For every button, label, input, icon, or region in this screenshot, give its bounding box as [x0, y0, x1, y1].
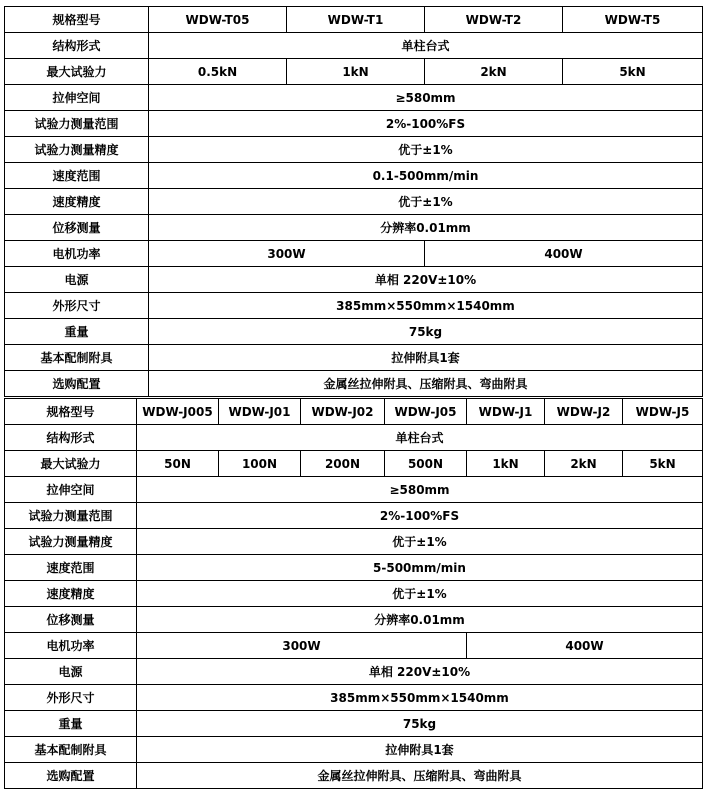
power-value: 单相 220V±10% — [137, 659, 703, 685]
row-label-power: 电源 — [5, 267, 149, 293]
row-label-weight: 重量 — [5, 319, 149, 345]
row-label-structure: 结构形式 — [5, 33, 149, 59]
structure-value: 单柱台式 — [149, 33, 703, 59]
row-label-max-force: 最大试验力 — [5, 59, 149, 85]
table-row — [5, 425, 703, 451]
max-force-cell: 1kN — [287, 59, 425, 85]
row-label-optional: 选购配置 — [5, 763, 137, 789]
model-cell: WDW-J02 — [301, 399, 385, 425]
stretch-value: ≥580mm — [137, 477, 703, 503]
table-row — [5, 345, 703, 371]
size-value: 385mm×550mm×1540mm — [149, 293, 703, 319]
std-accessories-value: 拉伸附具1套 — [149, 345, 703, 371]
speed-accuracy-value: 优于±1% — [137, 581, 703, 607]
max-force-cell: 100N — [219, 451, 301, 477]
model-cell: WDW-J2 — [545, 399, 623, 425]
displacement-value: 分辨率0.01mm — [149, 215, 703, 241]
range-value: 2%-100%FS — [149, 111, 703, 137]
table-row — [5, 215, 703, 241]
table-row — [5, 137, 703, 163]
table-row — [5, 399, 703, 425]
row-label-stretch: 拉伸空间 — [5, 85, 149, 111]
row-label-range: 试验力测量范围 — [5, 503, 137, 529]
std-accessories-value: 拉伸附具1套 — [137, 737, 703, 763]
row-label-displacement: 位移测量 — [5, 215, 149, 241]
max-force-cell: 5kN — [623, 451, 703, 477]
table-row — [5, 7, 703, 33]
table-row — [5, 451, 703, 477]
row-label-std-accessories: 基本配制附具 — [5, 345, 149, 371]
row-label-model: 规格型号 — [5, 7, 149, 33]
table-row — [5, 503, 703, 529]
table-row — [5, 685, 703, 711]
table-row — [5, 555, 703, 581]
table-row — [5, 163, 703, 189]
row-label-size: 外形尺寸 — [5, 685, 137, 711]
table-row — [5, 371, 703, 397]
size-value: 385mm×550mm×1540mm — [137, 685, 703, 711]
table-row — [5, 319, 703, 345]
table-row — [5, 33, 703, 59]
row-label-stretch: 拉伸空间 — [5, 477, 137, 503]
table-row — [5, 267, 703, 293]
table-row — [5, 581, 703, 607]
row-label-speed-accuracy: 速度精度 — [5, 581, 137, 607]
row-label-structure: 结构形式 — [5, 425, 137, 451]
weight-value: 75kg — [149, 319, 703, 345]
spec-table-t-series — [4, 6, 703, 397]
table-row — [5, 189, 703, 215]
max-force-cell: 200N — [301, 451, 385, 477]
table-row — [5, 659, 703, 685]
max-force-cell: 2kN — [425, 59, 563, 85]
speed-range-value: 0.1-500mm/min — [149, 163, 703, 189]
row-label-power: 电源 — [5, 659, 137, 685]
accuracy-value: 优于±1% — [149, 137, 703, 163]
max-force-cell: 5kN — [563, 59, 703, 85]
model-cell: WDW-J5 — [623, 399, 703, 425]
table-row — [5, 241, 703, 267]
model-cell: WDW-J005 — [137, 399, 219, 425]
row-label-motor: 电机功率 — [5, 633, 137, 659]
table-row — [5, 477, 703, 503]
row-label-size: 外形尺寸 — [5, 293, 149, 319]
row-label-accuracy: 试验力测量精度 — [5, 137, 149, 163]
row-label-speed-accuracy: 速度精度 — [5, 189, 149, 215]
power-value: 单相 220V±10% — [149, 267, 703, 293]
model-cell: WDW-T5 — [563, 7, 703, 33]
max-force-cell: 0.5kN — [149, 59, 287, 85]
row-label-weight: 重量 — [5, 711, 137, 737]
motor-cell: 400W — [467, 633, 703, 659]
model-cell: WDW-J01 — [219, 399, 301, 425]
row-label-accuracy: 试验力测量精度 — [5, 529, 137, 555]
optional-value: 金属丝拉伸附具、压缩附具、弯曲附具 — [149, 371, 703, 397]
model-cell: WDW-J1 — [467, 399, 545, 425]
max-force-cell: 2kN — [545, 451, 623, 477]
table-row — [5, 737, 703, 763]
row-label-displacement: 位移测量 — [5, 607, 137, 633]
row-label-motor: 电机功率 — [5, 241, 149, 267]
displacement-value: 分辨率0.01mm — [137, 607, 703, 633]
row-label-range: 试验力测量范围 — [5, 111, 149, 137]
model-cell: WDW-T2 — [425, 7, 563, 33]
optional-value: 金属丝拉伸附具、压缩附具、弯曲附具 — [137, 763, 703, 789]
speed-accuracy-value: 优于±1% — [149, 189, 703, 215]
max-force-cell: 500N — [385, 451, 467, 477]
motor-cell: 300W — [149, 241, 425, 267]
max-force-cell: 50N — [137, 451, 219, 477]
row-label-speed-range: 速度范围 — [5, 555, 137, 581]
table-row — [5, 711, 703, 737]
model-cell: WDW-T1 — [287, 7, 425, 33]
model-cell: WDW-T05 — [149, 7, 287, 33]
structure-value: 单柱台式 — [137, 425, 703, 451]
table-row — [5, 529, 703, 555]
table-row — [5, 763, 703, 789]
row-label-model: 规格型号 — [5, 399, 137, 425]
row-label-optional: 选购配置 — [5, 371, 149, 397]
table-row — [5, 85, 703, 111]
max-force-cell: 1kN — [467, 451, 545, 477]
spec-table-j-series — [4, 398, 703, 789]
table-row — [5, 293, 703, 319]
table-row — [5, 111, 703, 137]
weight-value: 75kg — [137, 711, 703, 737]
table-row — [5, 607, 703, 633]
stretch-value: ≥580mm — [149, 85, 703, 111]
row-label-speed-range: 速度范围 — [5, 163, 149, 189]
accuracy-value: 优于±1% — [137, 529, 703, 555]
model-cell: WDW-J05 — [385, 399, 467, 425]
range-value: 2%-100%FS — [137, 503, 703, 529]
table-row — [5, 59, 703, 85]
row-label-std-accessories: 基本配制附具 — [5, 737, 137, 763]
row-label-max-force: 最大试验力 — [5, 451, 137, 477]
motor-cell: 400W — [425, 241, 703, 267]
speed-range-value: 5-500mm/min — [137, 555, 703, 581]
motor-cell: 300W — [137, 633, 467, 659]
table-row — [5, 633, 703, 659]
